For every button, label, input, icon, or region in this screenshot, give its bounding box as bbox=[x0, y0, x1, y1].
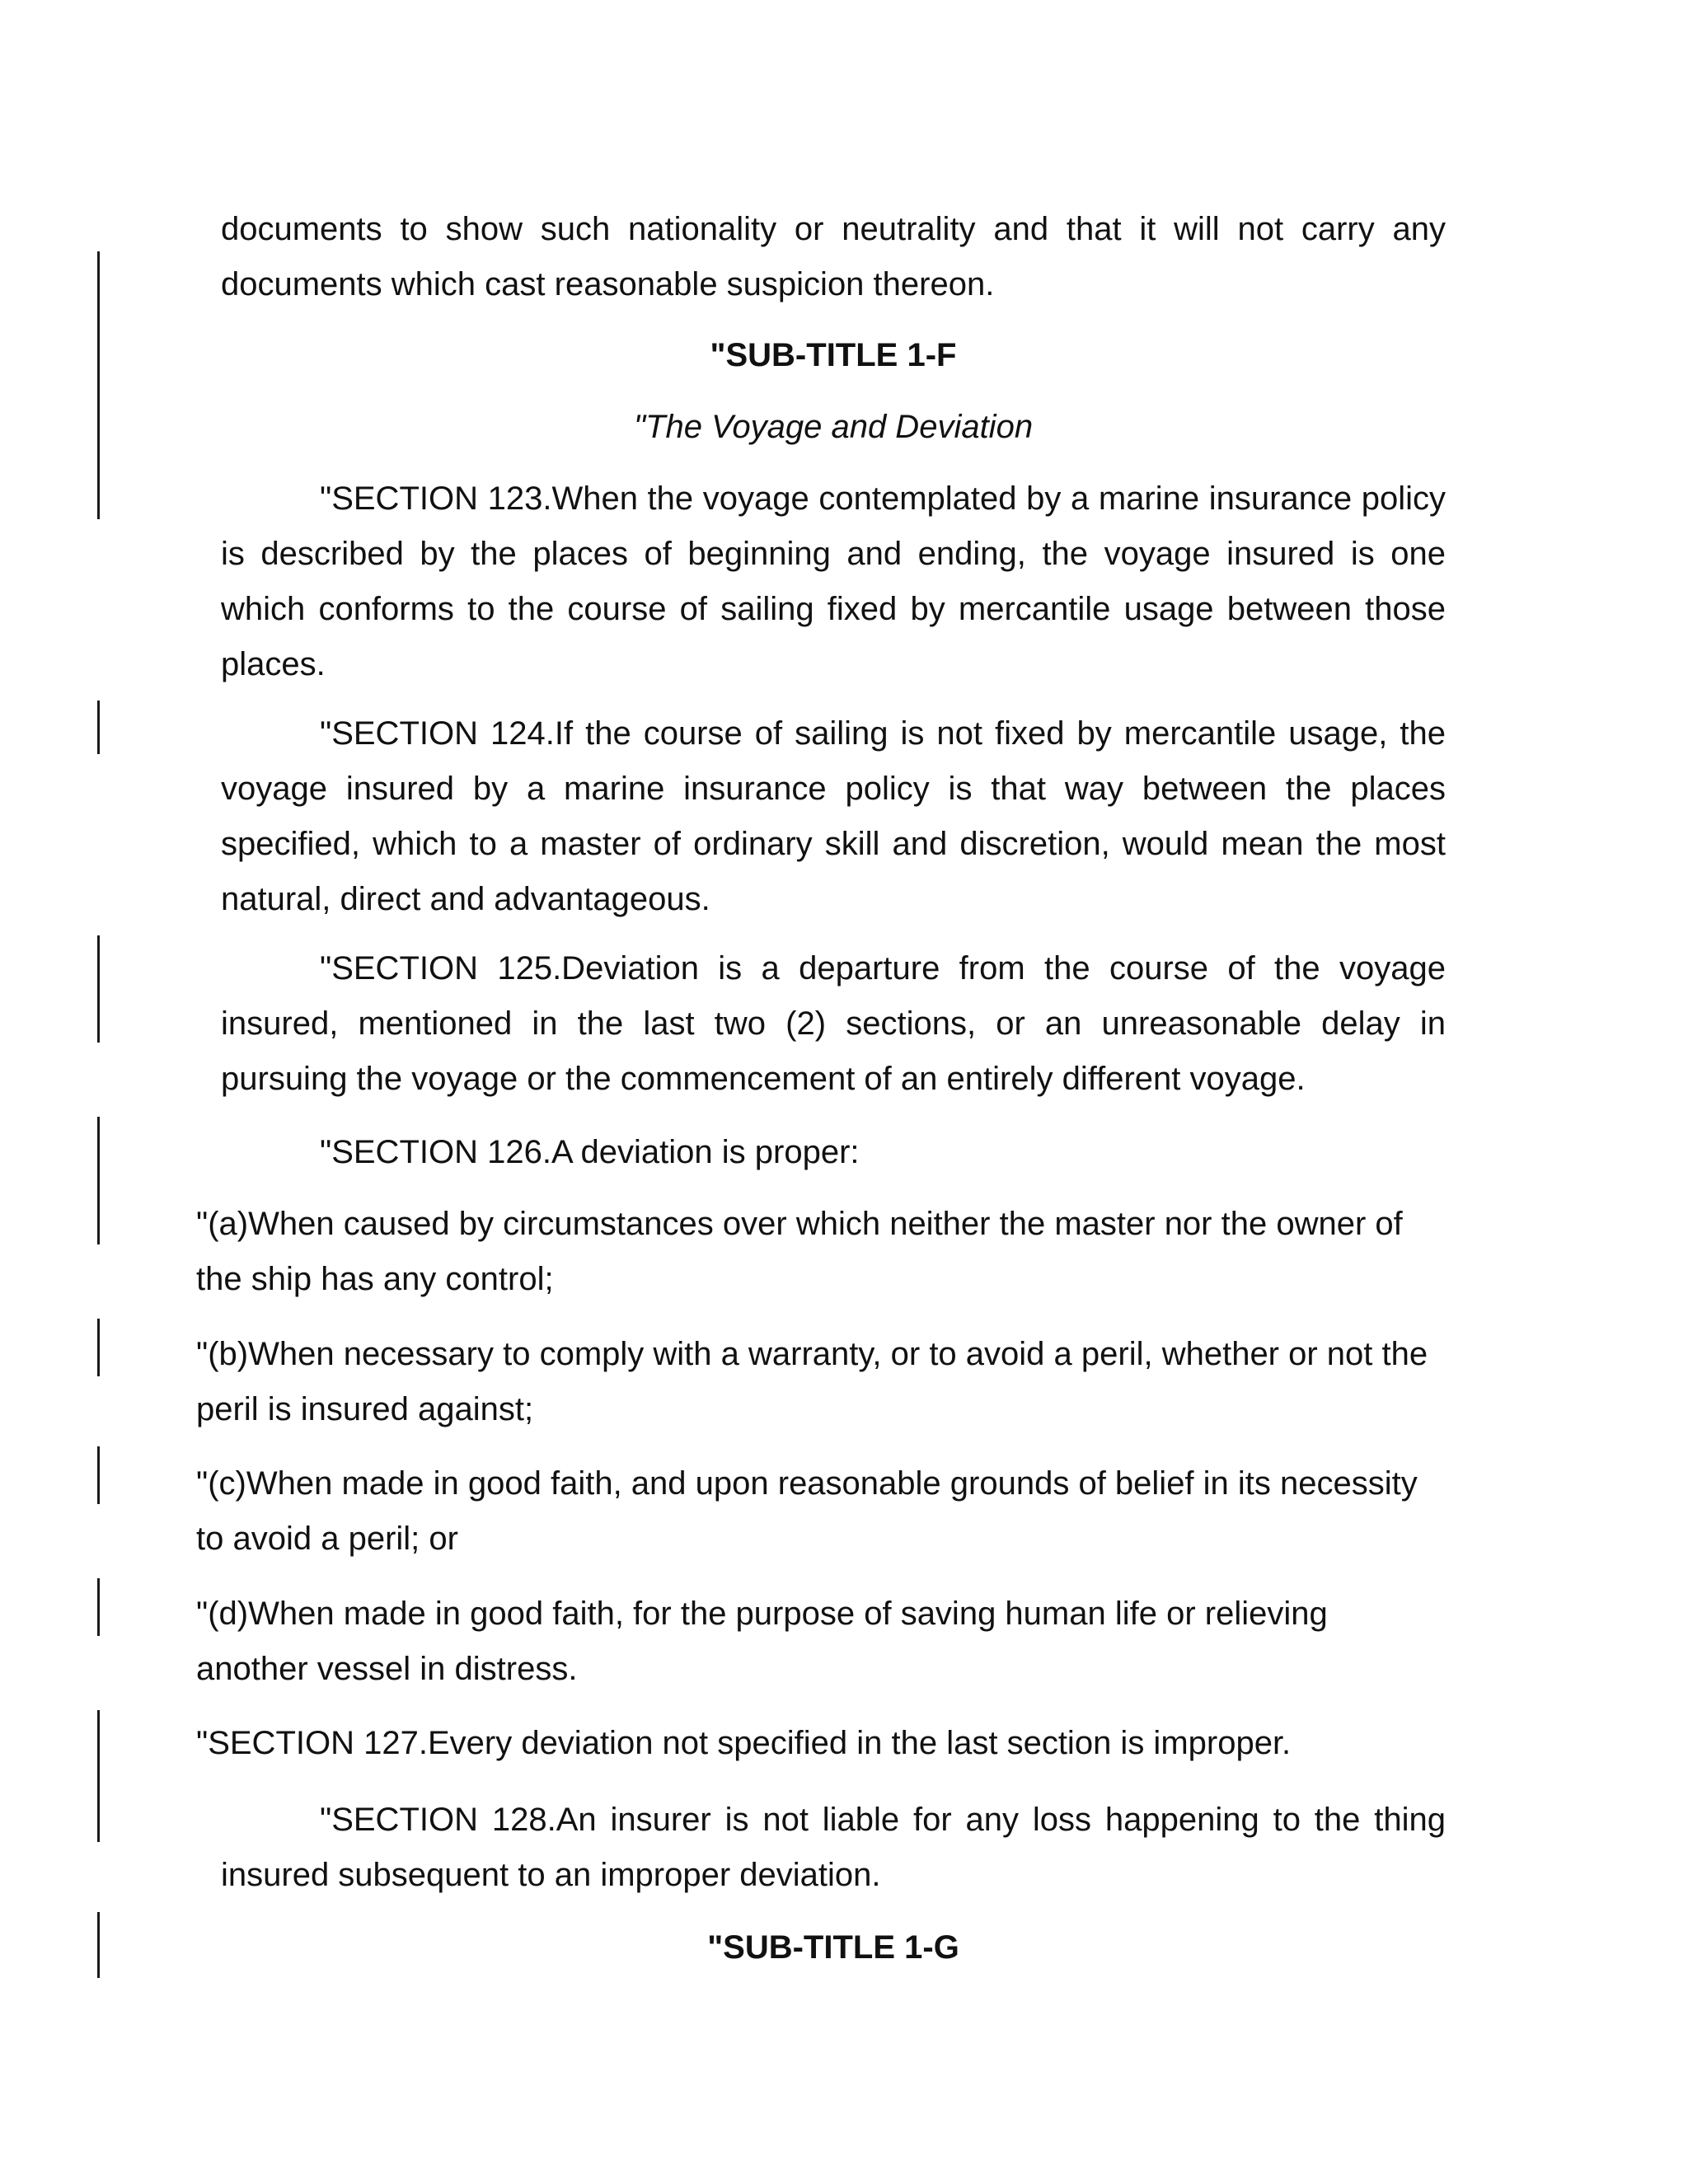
item-b: "(b)When necessary to comply with a warranty, or to avoid a peril, whether or not the peril is insured against; bbox=[196, 1336, 1428, 1427]
revision-bar bbox=[97, 1912, 100, 1978]
revision-bar bbox=[97, 251, 100, 519]
revision-bar bbox=[97, 1446, 100, 1504]
section-127: "SECTION 127.Every deviation not specified in the last section is improper. bbox=[196, 1725, 1292, 1761]
revision-bar bbox=[97, 935, 100, 1043]
item-a: "(a)When caused by circumstances over which neither the master nor the owner of the ship has any control; bbox=[196, 1206, 1403, 1297]
subtitle-1g: "SUB-TITLE 1-G bbox=[707, 1929, 959, 1966]
revision-bar bbox=[97, 1710, 100, 1842]
revision-bar bbox=[97, 1578, 100, 1636]
section-126: "SECTION 126.A deviation is proper: bbox=[320, 1134, 860, 1170]
item-c: "(c)When made in good faith, and upon reasonable grounds of belief in its necessity to avoid a peril; or bbox=[196, 1465, 1418, 1557]
subtitle-1f-heading: "The Voyage and Deviation bbox=[633, 409, 1034, 445]
revision-bar bbox=[97, 1319, 100, 1376]
section-125: "SECTION 125.Deviation is a departure from the course of the voyage insured, mentioned in the last two (2) sections, or an unreasonable delay in pursuing the voyage or the commencement of an entirely different voyage. bbox=[221, 950, 1446, 1097]
section-124: "SECTION 124.If the course of sailing is not fixed by mercantile usage, the voyage insured by a marine insurance policy is that way between the places specified, which to a master of ordinary skill and discretion, would mean the most natural, direct and advantageous. bbox=[221, 715, 1446, 917]
section-123: "SECTION 123.When the voyage contemplated by a marine insurance policy is described by the places of beginning and ending, the voyage insured is one which conforms to the course of sailing fixed by mercantile usage between those places. bbox=[221, 480, 1446, 682]
item-d: "(d)When made in good faith, for the purpose of saving human life or relieving another vessel in distress. bbox=[196, 1596, 1328, 1687]
revision-bar bbox=[97, 701, 100, 754]
revision-bar bbox=[97, 1117, 100, 1244]
section-128: "SECTION 128.An insurer is not liable for any loss happening to the thing insured subsequent to an improper deviation. bbox=[221, 1802, 1446, 1893]
subtitle-1f: "SUB-TITLE 1-F bbox=[710, 337, 957, 373]
intro-paragraph: documents to show such nationality or neutrality and that it will not carry any documents which cast reasonable suspicion thereon. bbox=[221, 211, 1446, 302]
